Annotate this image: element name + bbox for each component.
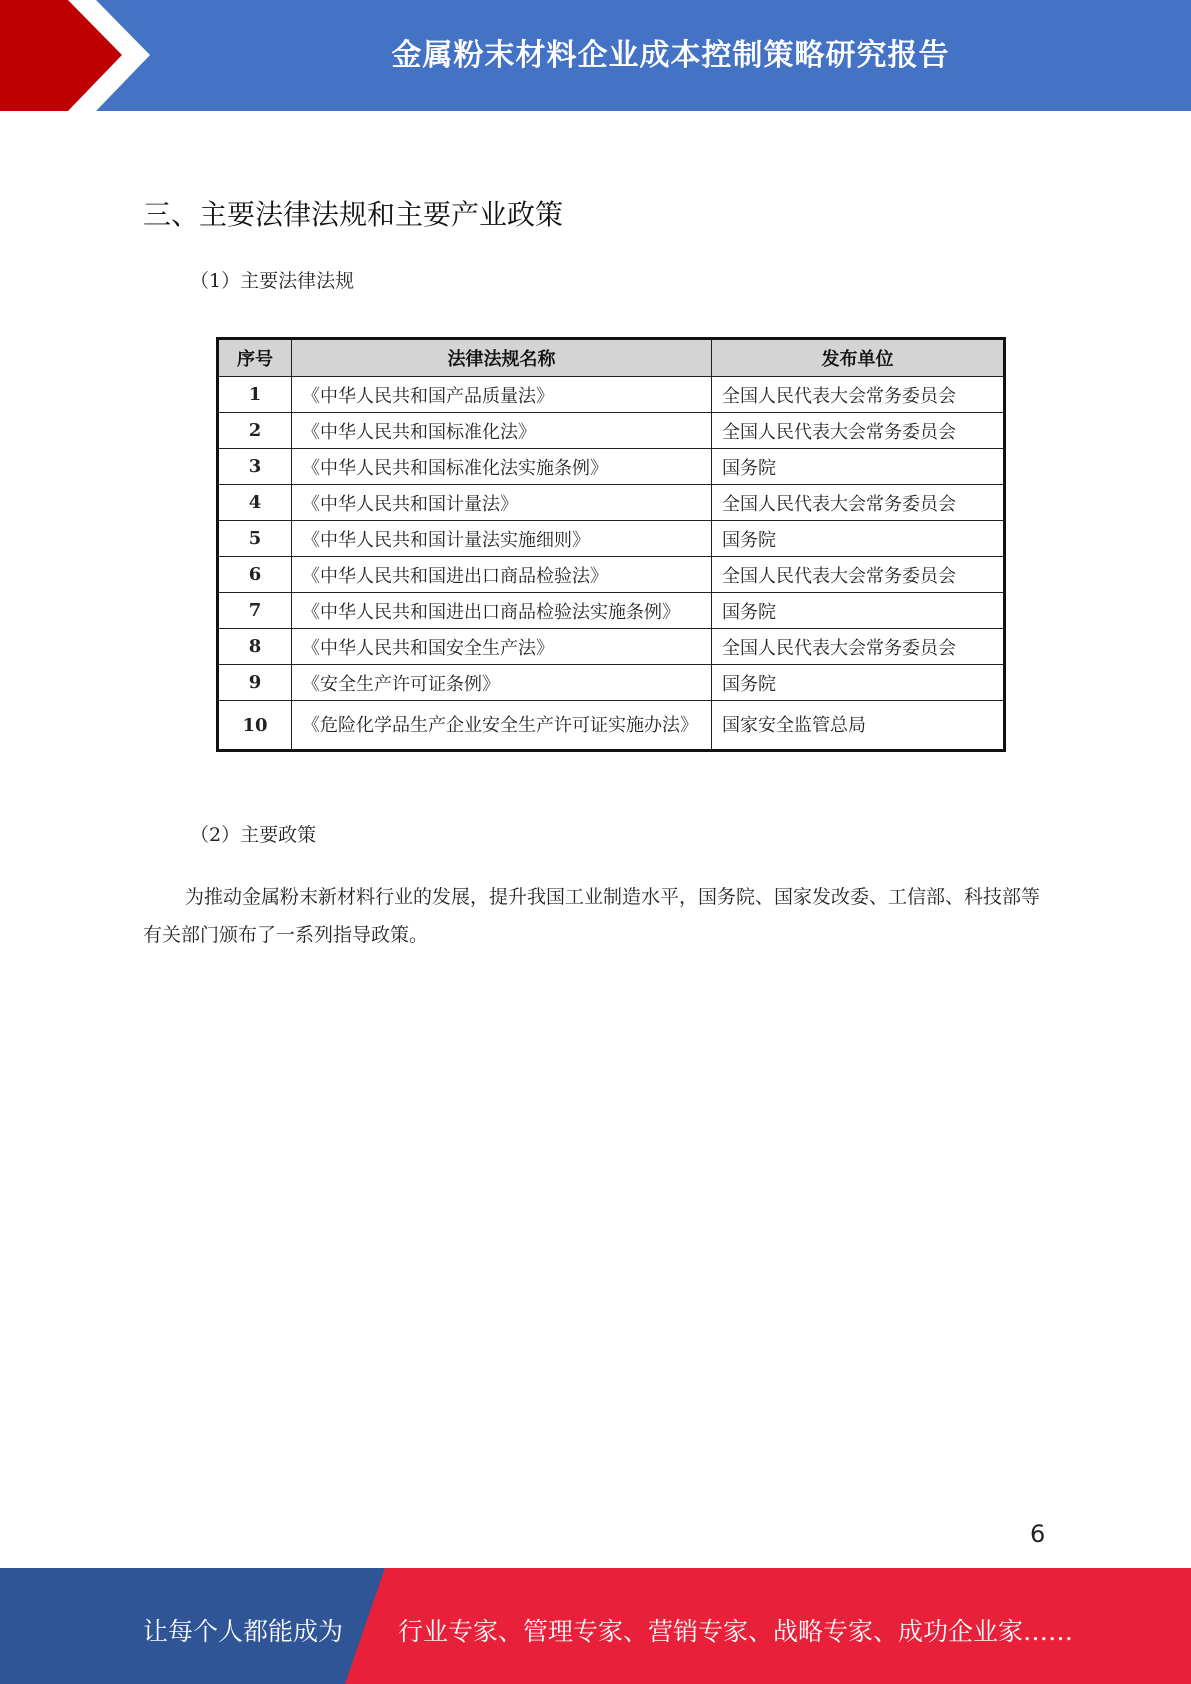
issuer: 全国人民代表大会常务委员会 xyxy=(712,629,1005,665)
row-number: 9 xyxy=(218,665,292,701)
row-number: 7 xyxy=(218,593,292,629)
table-row xyxy=(218,449,1005,485)
header-cell-name: 法律法规名称 xyxy=(292,339,712,377)
law-name: 《中华人民共和国计量法》 xyxy=(292,485,712,521)
law-name: 《中华人民共和国标准化法》 xyxy=(292,413,712,449)
footer-banner xyxy=(0,1568,1191,1684)
table-row xyxy=(218,593,1005,629)
row-number: 2 xyxy=(218,413,292,449)
laws-table xyxy=(216,337,1006,752)
law-name: 《中华人民共和国产品质量法》 xyxy=(292,377,712,413)
row-number: 6 xyxy=(218,557,292,593)
row-number: 3 xyxy=(218,449,292,485)
law-name: 《中华人民共和国安全生产法》 xyxy=(292,629,712,665)
issuer: 全国人民代表大会常务委员会 xyxy=(712,485,1005,521)
report-title: 金属粉末材料企业成本控制策略研究报告 xyxy=(391,38,950,73)
issuer: 国务院 xyxy=(712,665,1005,701)
table-row xyxy=(218,413,1005,449)
section-heading: 三、主要法律法规和主要产业政策 xyxy=(143,198,564,231)
row-number: 8 xyxy=(218,629,292,665)
issuer: 全国人民代表大会常务委员会 xyxy=(712,557,1005,593)
subheading-laws: （1）主要法律法规 xyxy=(190,270,355,292)
table-header-row xyxy=(218,339,1005,377)
row-number: 4 xyxy=(218,485,292,521)
issuer: 国家安全监管总局 xyxy=(712,701,1005,751)
table-row xyxy=(218,629,1005,665)
row-number: 5 xyxy=(218,521,292,557)
issuer: 全国人民代表大会常务委员会 xyxy=(712,377,1005,413)
law-name: 《危险化学品生产企业安全生产许可证实施办法》 xyxy=(292,701,712,751)
table-row xyxy=(218,485,1005,521)
issuer: 国务院 xyxy=(712,593,1005,629)
subheading-policies: （2）主要政策 xyxy=(190,824,317,846)
table-row xyxy=(218,521,1005,557)
table-row xyxy=(218,701,1005,751)
row-number: 10 xyxy=(218,701,292,751)
law-name: 《中华人民共和国进出口商品检验法》 xyxy=(292,557,712,593)
header-cell-issuer: 发布单位 xyxy=(712,339,1005,377)
law-name: 《中华人民共和国进出口商品检验法实施条例》 xyxy=(292,593,712,629)
issuer: 国务院 xyxy=(712,521,1005,557)
table-row xyxy=(218,665,1005,701)
row-number: 1 xyxy=(218,377,292,413)
issuer: 全国人民代表大会常务委员会 xyxy=(712,413,1005,449)
footer-slogan-left: 让每个人都能成为 xyxy=(143,1617,344,1646)
footer-slogan-right: 行业专家、管理专家、营销专家、战略专家、成功企业家…… xyxy=(398,1617,1074,1646)
table-row xyxy=(218,557,1005,593)
page-number: 6 xyxy=(1030,1520,1046,1548)
table-row xyxy=(218,377,1005,413)
policy-paragraph: 为推动金属粉末新材料行业的发展，提升我国工业制造水平，国务院、国家发改委、工信部、科技部等有关部门颁布了一系列指导政策。 xyxy=(143,886,1041,946)
header-banner xyxy=(0,0,1191,111)
issuer: 国务院 xyxy=(712,449,1005,485)
header-cell-num: 序号 xyxy=(218,339,292,377)
law-name: 《中华人民共和国标准化法实施条例》 xyxy=(292,449,712,485)
law-name: 《安全生产许可证条例》 xyxy=(292,665,712,701)
law-name: 《中华人民共和国计量法实施细则》 xyxy=(292,521,712,557)
